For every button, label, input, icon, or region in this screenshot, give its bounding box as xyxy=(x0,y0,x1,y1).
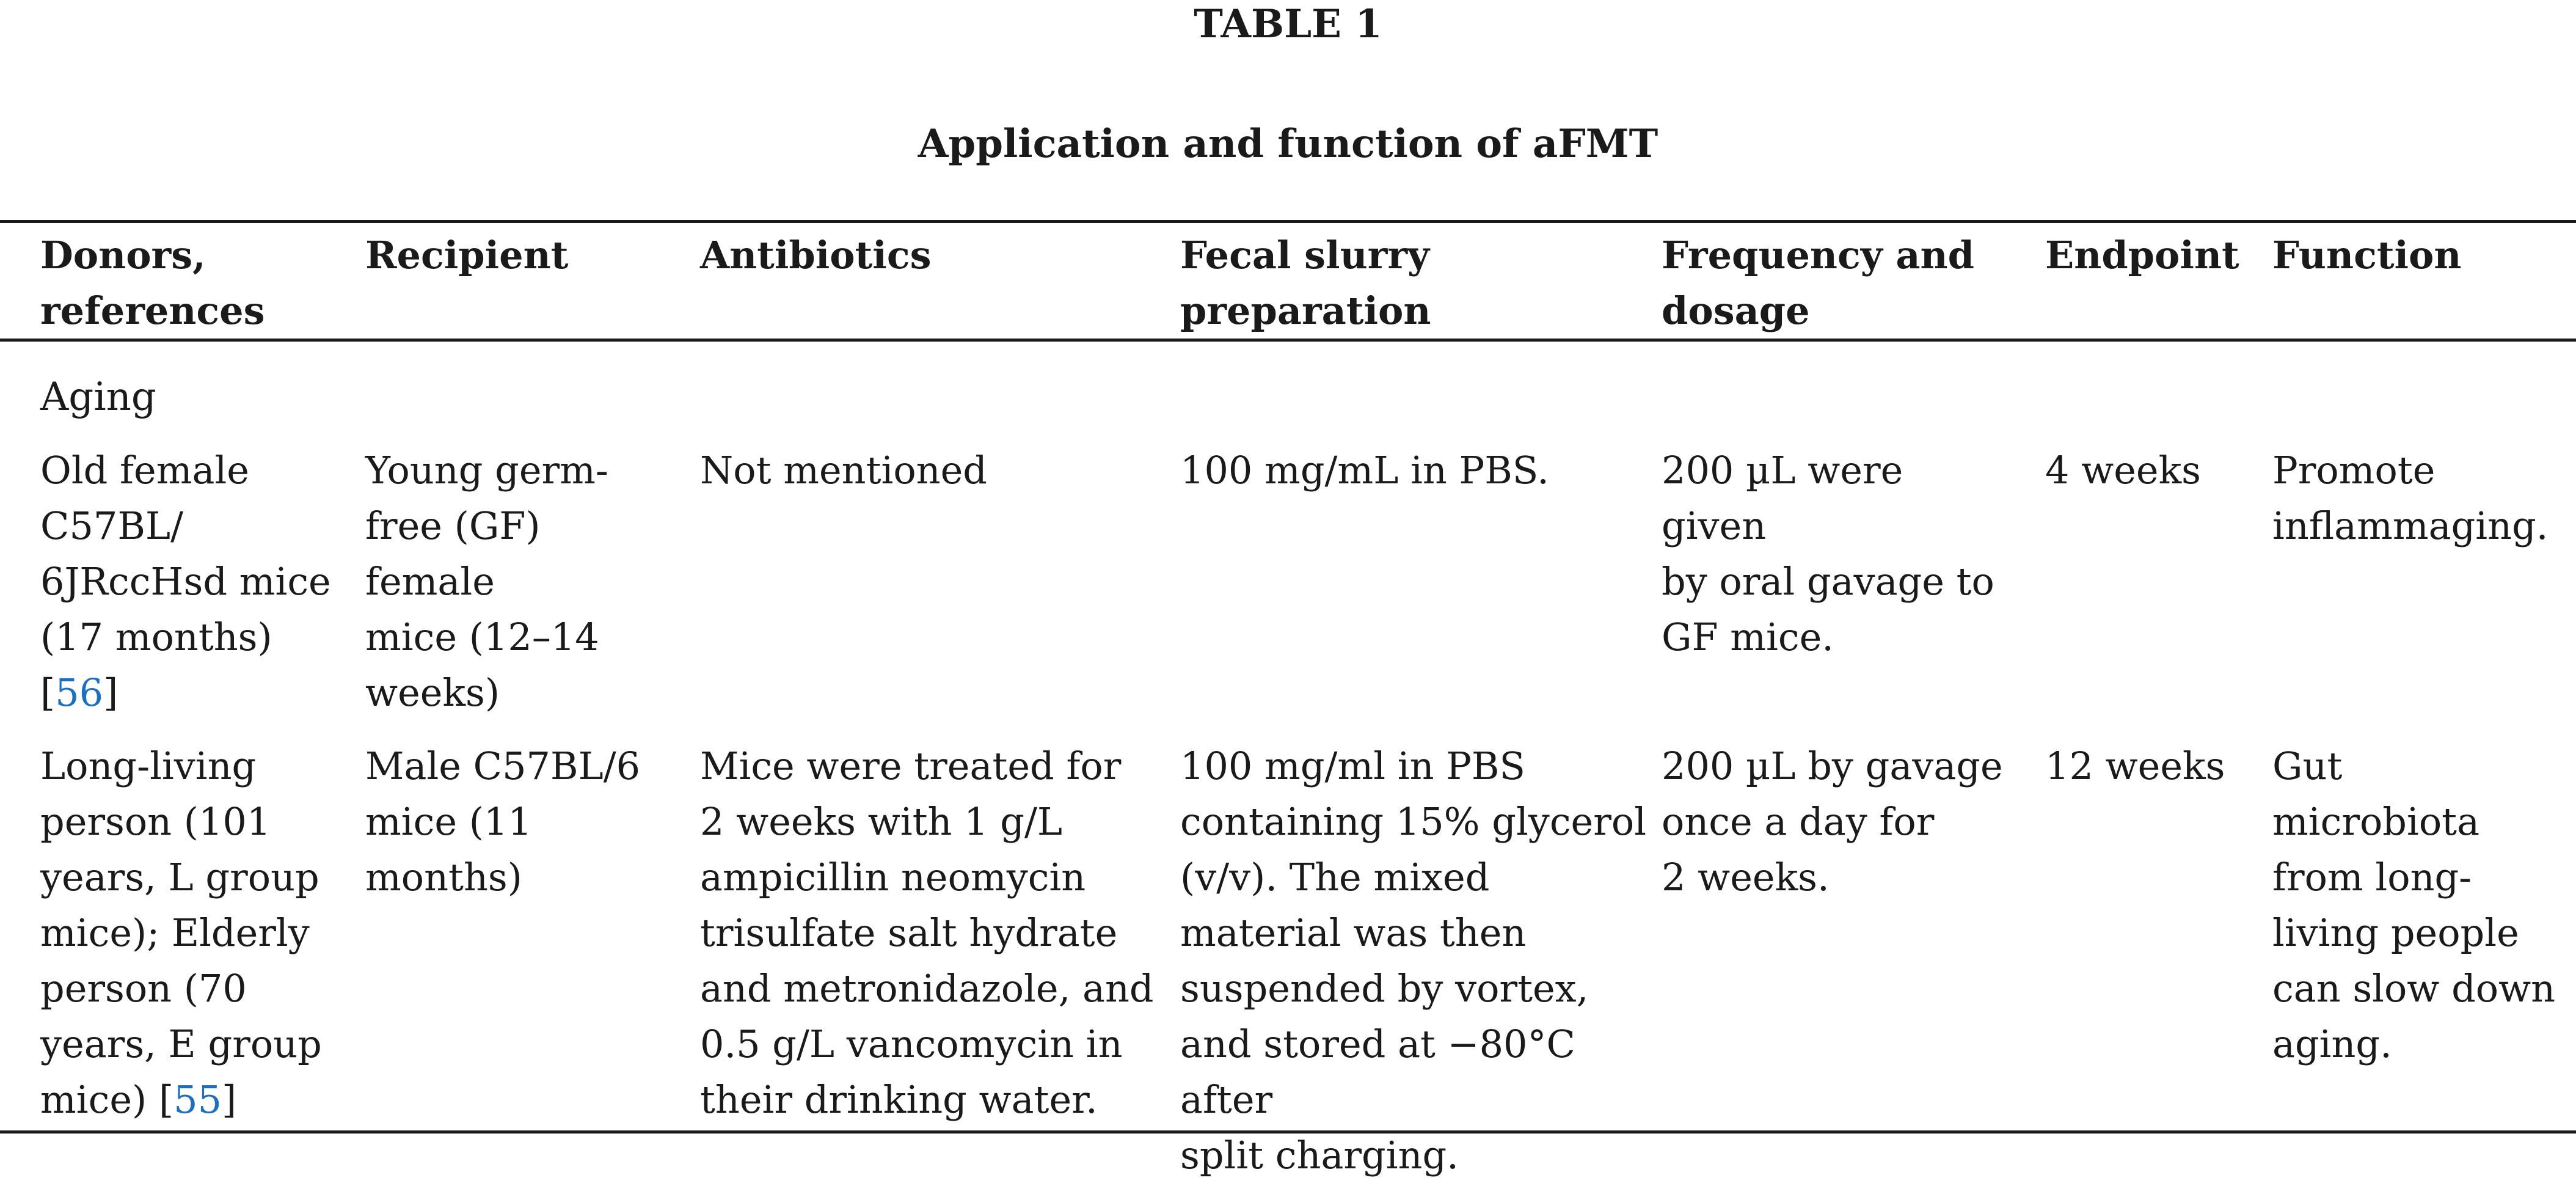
row-1-fecal-slurry: 100 mg/mL in PBS. xyxy=(1180,448,1549,493)
row-2-antibiotics: Mice were treated for 2 weeks with 1 g/L ampicillin neomycin trisulfate salt hydrate and metronidazole, and 0.5 g/L vancomycin in their drinking water. xyxy=(700,744,1154,1122)
header-recipient: Recipient xyxy=(365,233,569,277)
header-endpoint: Endpoint xyxy=(2045,233,2239,277)
header-frequency: Frequency and dosage xyxy=(1662,233,1974,333)
row-1-donor-citation: [56] xyxy=(40,670,119,715)
row-2-donors: Long-living person (101 years, L group mice); Elderly person (70 years, E group mice) [55] xyxy=(40,738,346,1127)
row-1-donors: Old female C57BL/ 6JRccHsd mice (17 months) [56] xyxy=(40,442,346,720)
reference-link-56[interactable]: 56 xyxy=(55,670,104,715)
row-2-donor-citation: mice) [55] xyxy=(40,1077,237,1122)
header-fecal-slurry: Fecal slurry preparation xyxy=(1180,233,1431,333)
row-1-endpoint: 4 weeks xyxy=(2045,448,2201,493)
row-1-antibiotics: Not mentioned xyxy=(700,448,987,493)
table-label: TABLE 1 xyxy=(1194,1,1382,47)
row-2-function: Gut microbiota from long- living people can slow down aging. xyxy=(2272,744,2556,1066)
row-2-fecal-slurry: 100 mg/ml in PBS containing 15% glycerol (v/v). The mixed material was then suspended by vortex, and stored at −80°C after split charging. xyxy=(1180,744,1647,1178)
header-antibiotics: Antibiotics xyxy=(700,233,932,277)
header-function: Function xyxy=(2272,233,2462,277)
top-rule xyxy=(0,220,2576,223)
row-1-frequency: 200 µL were given by oral gavage to GF mice. xyxy=(1662,448,1994,659)
row-1-function: Promote inflammaging. xyxy=(2272,448,2549,548)
header-donors: Donors, references xyxy=(40,233,265,333)
row-1-recipient: Young germ- free (GF) female mice (12–14 weeks) xyxy=(365,448,608,715)
header-rule xyxy=(0,339,2576,342)
row-2-frequency: 200 µL by gavage once a day for 2 weeks. xyxy=(1662,744,2003,899)
table-caption: Application and function of aFMT xyxy=(918,121,1658,167)
section-label-aging: Aging xyxy=(40,375,156,420)
row-2-endpoint: 12 weeks xyxy=(2045,744,2225,788)
reference-link-55[interactable]: 55 xyxy=(173,1077,222,1122)
row-2-recipient: Male C57BL/6 mice (11 months) xyxy=(365,744,641,899)
